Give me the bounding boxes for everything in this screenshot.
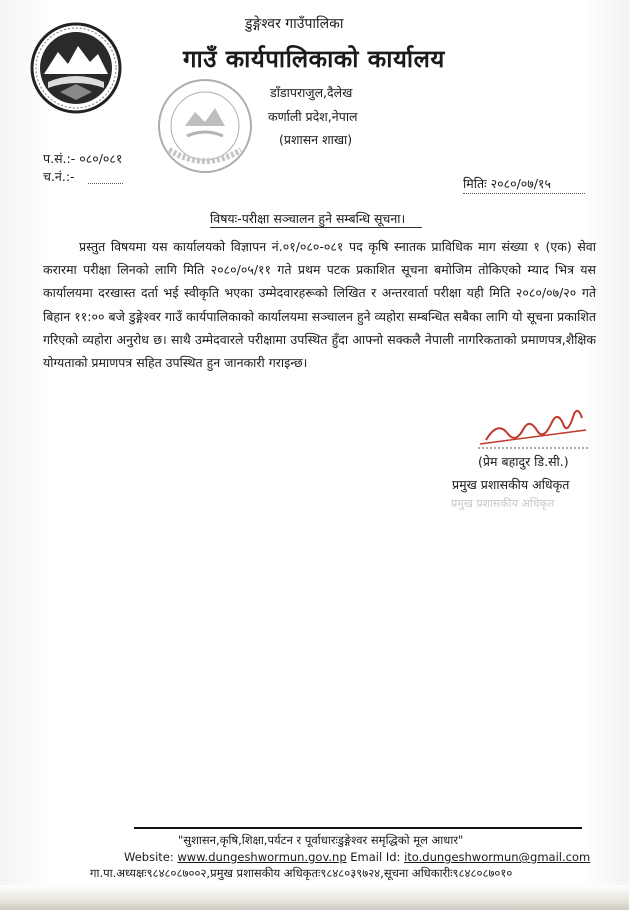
dispatch-number-dotted-line [88, 183, 123, 184]
website-link[interactable]: www.dungeshwormun.gov.np [177, 850, 347, 864]
signatory-title: प्रमुख प्रशासकीय अधिकृत [452, 477, 570, 492]
notice-body: प्रस्तुत विषयमा यस कार्यालयको विज्ञापन नं.०१/०८०-०८१ पद कृषि स्नातक प्राविधिक माग संख्या १ (एक) सेवा करारमा परीक्षा लिनको लागि मिति २०८०/०५/११ गते प्रथम पटक प्रकाशित सूचना बमोजिम तोकिएको म्याद भित्र यस कार्यालयमा दरखास्त दर्ता भई स्वीकृति भएका उम्मेदवारहरूको लिखित र अन्तरवार्ता परीक्षा यही मिति २०८०/०७/२० गते बिहान ११:०० बजे डुङ्गेश्वर गाउँ कार्यपालिकाको कार्यालयमा सञ्चालन हुने व्यहोरा सम्बन्धित सबैका लागि यो सूचना प्रकाशित गरिएको व्यहोरा अनुरोध छ। साथै उम्मेदवारले परीक्षामा उपस्थित हुँदा आफ्नो सक्कलै नेपाली नागरिकताको प्रमाणपत्र,शैक्षिक योग्यताको प्रमाणपत्र सहित उपस्थित हुन जानकारी गराइन्छ। [43, 239, 596, 371]
date-dotted-line [463, 193, 585, 194]
faded-stamp-title: प्रमुख प्रशासकीय अधिकृत [451, 497, 555, 510]
scanned-page-edge [0, 885, 629, 910]
address-line-3: (प्रशासन शाखा) [279, 132, 353, 147]
office-seal-stamp [155, 76, 255, 176]
address-line-2: कर्णाली प्रदेश,नेपाल [268, 109, 358, 124]
letter-reference-number: प.सं.:- ०८०/०८१ [43, 151, 123, 166]
website-label: Website: [124, 850, 174, 864]
email-label: Email Id: [350, 850, 401, 864]
footer-divider [134, 827, 582, 829]
signatory-name: (प्रेम बहादुर डि.सी.) [478, 454, 569, 469]
footer-phone-numbers: गा.पा.अध्यक्षः९८४८०८७००२,प्रमुख प्रशासकीय अधिकृतः९८४८०३९७२४,सूचना अधिकारीः९८४८०८७०१० [90, 866, 513, 880]
municipality-name: डुङ्गेश्वर गाउँपालिका [245, 16, 344, 32]
letter-date: मितिः २०८०/०७/१५ [463, 176, 551, 191]
office-title: गाउँ कार्यपालिकाको कार्यालय [183, 45, 445, 73]
footer-contact-line [124, 850, 590, 864]
faded-stamp-imprint [451, 497, 554, 511]
subject-underline [210, 227, 422, 228]
footer-motto: "सुशासन,कृषि,शिक्षा,पर्यटन र पूर्वाधारःडुङ्गेश्वर समृद्धिको मूल आधार" [178, 833, 464, 847]
email-link[interactable]: ito.dungeshwormun@gmail.com [404, 850, 591, 864]
subject-line: विषयः-परीक्षा सञ्चालन हुने सम्बन्धि सूचना। [210, 211, 406, 226]
dispatch-number: च.नं.:- [43, 169, 75, 184]
government-emblem-logo [30, 22, 122, 114]
address-line-1: डाँडापराजुल,दैलेख [270, 85, 353, 100]
handwritten-signature [478, 400, 588, 450]
